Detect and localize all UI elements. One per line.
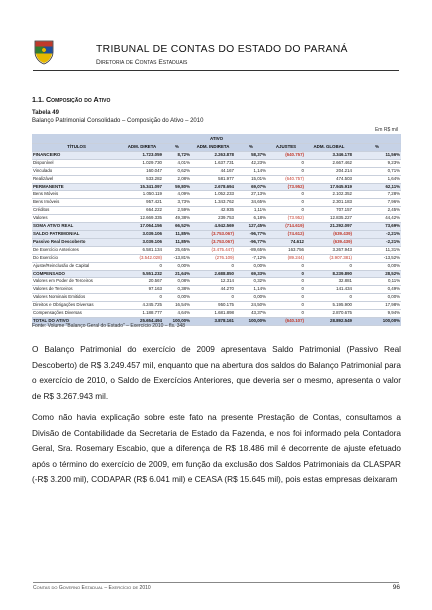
table-cell: 74.612 [267, 238, 305, 246]
table-cell: 127,45% [235, 223, 267, 231]
table-cell: 0 [267, 167, 305, 175]
table-cell: 58,37% [235, 151, 267, 159]
row-title-cell: Bens Móveis [32, 191, 121, 199]
table-cell: 9,94% [353, 310, 401, 318]
table-cell: 3.039.106 [121, 238, 163, 246]
table-cell: 59,80% [163, 183, 191, 191]
table-cell: (3.475.447) [191, 246, 235, 254]
table-cell: 581.977 [191, 175, 235, 183]
table-cell: 4,01% [163, 159, 191, 167]
table-number: Tabela 49 [32, 110, 59, 116]
table-cell: 664.222 [121, 207, 163, 215]
table-cell: (74.612) [267, 230, 305, 238]
table-body [32, 151, 401, 325]
table-cell: 0,11% [353, 278, 401, 286]
table-cell: (3.753.067) [191, 230, 235, 238]
row-title-cell: Valores [32, 215, 121, 223]
table-cell: 42.935 [191, 207, 235, 215]
table-cell: 97.163 [121, 286, 163, 294]
column-header: % [353, 144, 401, 152]
table-row [32, 183, 401, 191]
row-title-cell: Valores Nominais Emitidos [32, 294, 121, 302]
table-row [32, 167, 401, 175]
table-cell: 1,11% [235, 207, 267, 215]
row-title-cell: Valores de Terceiros [32, 286, 121, 294]
table-cell: 2,59% [163, 207, 191, 215]
table-cell: 0 [267, 302, 305, 310]
table-cell: 1.637.731 [191, 159, 235, 167]
table-cell: (73.952) [267, 183, 305, 191]
table-cell: 160.047 [121, 167, 163, 175]
table-cell: 1.052.233 [191, 191, 235, 199]
row-title-cell: SALDO PATRIMONIAL [32, 230, 121, 238]
table-cell: 4,64% [163, 310, 191, 318]
table-cell: (640.757) [267, 175, 305, 183]
column-header: ADM. INDIRETA [191, 144, 235, 152]
table-cell: 204.214 [305, 167, 353, 175]
table-cell: 8,72% [163, 151, 191, 159]
table-cell: -13,81% [163, 254, 191, 262]
table-cell: 42,23% [235, 159, 267, 167]
table-cell: (639.439) [305, 238, 353, 246]
table-cell: 3.267.943 [305, 246, 353, 254]
table-cell: 21.292.097 [305, 223, 353, 231]
table-cell: (3.907.381) [305, 254, 353, 262]
table-cell: 957.421 [121, 199, 163, 207]
table-cell: 2.870.675 [305, 310, 353, 318]
table-cell: 21,64% [163, 270, 191, 278]
table-cell: 0 [121, 262, 163, 270]
table-cell: 1,64% [353, 175, 401, 183]
header-subtitle: Diretoria de Contas Estaduais [96, 59, 188, 66]
table-cell: 0 [267, 199, 305, 207]
table-cell: 100,00% [353, 317, 401, 325]
table-cell: 0,38% [163, 286, 191, 294]
table-cell: 3.039.106 [121, 230, 163, 238]
table-cell: 69,07% [235, 183, 267, 191]
table-cell: 3,73% [163, 199, 191, 207]
table-cell: 163.756 [267, 246, 305, 254]
table-cell: (714.619) [267, 223, 305, 231]
table-group-header: ATIVO [32, 134, 401, 144]
table-cell: 28,52% [353, 270, 401, 278]
row-title-cell: Valores em Poder de Terceiros [32, 278, 121, 286]
table-row [32, 215, 401, 223]
table-cell: 2.688.850 [191, 270, 235, 278]
page-number: 96 [392, 584, 400, 591]
table-cell: 1.050.119 [121, 191, 163, 199]
table-title: Balanço Patrimonial Consolidado – Composição do Ativo – 2010 [32, 118, 204, 124]
table-cell: 0 [267, 270, 305, 278]
row-title-cell: Ajuste/Reinclusão de Capital [32, 262, 121, 270]
table-cell: 1.723.059 [121, 151, 163, 159]
table-unit: Em R$ mil [374, 127, 398, 133]
row-title-cell: Créditos [32, 207, 121, 215]
table-cell: 1.343.762 [191, 199, 235, 207]
table-cell: 43,37% [235, 310, 267, 318]
table-cell: (3.753.067) [191, 238, 235, 246]
table-cell: 49,38% [163, 215, 191, 223]
table-row [32, 270, 401, 278]
table-cell: 0 [267, 294, 305, 302]
table-cell: 0,00% [163, 262, 191, 270]
table-cell: 0 [305, 294, 353, 302]
table-row [32, 175, 401, 183]
table-cell: 0,71% [353, 167, 401, 175]
table-cell: 0 [267, 286, 305, 294]
table-cell: 11,85% [163, 230, 191, 238]
table-cell: 533.282 [121, 175, 163, 183]
row-title-cell: Bens Imóveis [32, 199, 121, 207]
table-cell: 2.102.352 [305, 191, 353, 199]
column-header: ADM. GLOBAL [305, 144, 353, 152]
table-cell: 25,65% [163, 246, 191, 254]
table-cell: 44.270 [191, 286, 235, 294]
table-cell: 34,65% [235, 199, 267, 207]
column-header: % [235, 144, 267, 152]
table-row [32, 159, 401, 167]
table-cell: 11,31% [353, 246, 401, 254]
table-cell: 44,42% [353, 215, 401, 223]
table-cell: 16,54% [163, 302, 191, 310]
table-cell: 2.301.183 [305, 199, 353, 207]
table-cell: 17.064.156 [121, 223, 163, 231]
body-paragraph: Como não havia explicação sobre este fato na presente Prestação de Contas, consultamos a Divisão de Contabilidade da Secretaria de Estado da Fazenda, e nos foi informado pela Contadora Geral, Sra. Rosemary Escabio, que a diferença de R$ 18.486 mil é decorrente de ajuste efetuado após o término do exercício de 2009, em função da exclusão dos Saldos Patrimoniais da CLASPAR (-R$ 3.200 mil), CODAPAR (R$ 6.041 mil) e CEASA (R$ 15.645 mil), pois estas empresas deixaram [32, 413, 401, 485]
row-title-cell: Realizável [32, 175, 121, 183]
table-header-row [32, 144, 401, 152]
balance-sheet-table [32, 134, 401, 326]
table-cell: 3.878.161 [191, 317, 235, 325]
table-row [32, 207, 401, 215]
row-title-cell: Do Exercício [32, 254, 121, 262]
table-cell: (639.439) [305, 230, 353, 238]
table-cell: 1,14% [235, 286, 267, 294]
table-cell: (73.952) [267, 215, 305, 223]
table-row [32, 310, 401, 318]
table-cell: 0,00% [353, 294, 401, 302]
row-title-cell: FINANCEIRO [32, 151, 121, 159]
table-cell: 0 [267, 191, 305, 199]
table-cell: 0,08% [163, 278, 191, 286]
table-cell: 707.157 [305, 207, 353, 215]
table-cell: 2,45% [353, 207, 401, 215]
table-cell: 0,49% [353, 286, 401, 294]
table-row [32, 199, 401, 207]
table-cell: 6.581.134 [121, 246, 163, 254]
table-cell: 0,00% [353, 262, 401, 270]
row-title-cell: Disponível [32, 159, 121, 167]
table-cell: 1.188.777 [121, 310, 163, 318]
table-cell: 950.175 [191, 302, 235, 310]
table-cell: -2,21% [353, 230, 401, 238]
table-cell: 11,56% [353, 151, 401, 159]
table-cell: 0 [267, 278, 305, 286]
table-cell: -89,65% [235, 246, 267, 254]
table-cell: 24,50% [235, 302, 267, 310]
table-cell: 0 [267, 262, 305, 270]
table-cell: 25.654.494 [121, 317, 163, 325]
table-cell: 12.314 [191, 278, 235, 286]
column-header: AJUSTES [267, 144, 305, 152]
row-title-cell: Direitos e Obrigações Diversas [32, 302, 121, 310]
table-row [32, 302, 401, 310]
table-cell: (640.757) [267, 151, 305, 159]
table-cell: 239.753 [191, 215, 235, 223]
table-cell: 12.835.227 [305, 215, 353, 223]
row-title-cell: SOMA ATIVO REAL [32, 223, 121, 231]
table-row [32, 294, 401, 302]
table-cell: 17.945.919 [305, 183, 353, 191]
table-cell: 100,00% [235, 317, 267, 325]
table-cell: -96,77% [235, 230, 267, 238]
table-cell: 12.669.335 [121, 215, 163, 223]
row-title-cell: Vinculado [32, 167, 121, 175]
table-cell: (3.542.028) [121, 254, 163, 262]
table-cell: 0 [267, 159, 305, 167]
table-cell: 0,62% [163, 167, 191, 175]
table-cell: 7,28% [353, 191, 401, 199]
table-cell: 7,96% [353, 199, 401, 207]
table-row [32, 246, 401, 254]
table-row [32, 151, 401, 159]
table-cell: 15,01% [235, 175, 267, 183]
row-title-cell: TOTAL DO ATIVO [32, 317, 121, 325]
row-title-cell: COMPENSADO [32, 270, 121, 278]
column-header: % [163, 144, 191, 152]
table-cell: -96,77% [235, 238, 267, 246]
table-row [32, 278, 401, 286]
table-cell: 20.567 [121, 278, 163, 286]
footer-text: Contas do Governo Estadual – Exercício de 2010 [33, 585, 151, 591]
table-cell: 0 [121, 294, 163, 302]
footer-divider [33, 582, 399, 583]
table-cell: 2.667.462 [305, 159, 353, 167]
table-cell: 9,23% [353, 159, 401, 167]
header-divider [33, 70, 399, 71]
table-row [32, 223, 401, 231]
table-cell: 141.434 [305, 286, 353, 294]
table-cell: 5.551.232 [121, 270, 163, 278]
table-cell: 17,98% [353, 302, 401, 310]
table-cell: 5.195.900 [305, 302, 353, 310]
table-cell: 1.681.898 [191, 310, 235, 318]
row-title-cell: Passivo Real Descoberto [32, 238, 121, 246]
table-cell: 0 [305, 262, 353, 270]
table-cell: 2.678.694 [191, 183, 235, 191]
table-cell: 3.346.178 [305, 151, 353, 159]
table-cell: 100,00% [163, 317, 191, 325]
table-cell: 69,33% [235, 270, 267, 278]
section-title: 1.1. Composição do Ativo [32, 95, 111, 104]
table-cell: 11,85% [163, 238, 191, 246]
table-cell: 0,32% [235, 278, 267, 286]
table-cell: 2.263.878 [191, 151, 235, 159]
row-title-cell: PERMANENTE [32, 183, 121, 191]
table-cell: 0 [191, 262, 235, 270]
table-cell: 1.029.730 [121, 159, 163, 167]
table-cell: -2,21% [353, 238, 401, 246]
table-cell: 4.942.569 [191, 223, 235, 231]
table-cell: -7,12% [235, 254, 267, 262]
parana-coat-of-arms-icon [33, 39, 55, 65]
table-cell: -13,52% [353, 254, 401, 262]
table-cell: 0 [267, 207, 305, 215]
table-cell: 0 [191, 294, 235, 302]
header-title: TRIBUNAL DE CONTAS DO ESTADO DO PARANÁ [96, 44, 348, 55]
table-cell: 0,00% [235, 294, 267, 302]
table-cell: 0,00% [163, 294, 191, 302]
table-cell: 1,14% [235, 167, 267, 175]
table-row [32, 254, 401, 262]
table-source-note: Fonte: Volume "Balanço Geral do Estado" – Exercício 2010 – fls. 348 [32, 323, 186, 329]
table-row [32, 238, 401, 246]
table-cell: 44.167 [191, 167, 235, 175]
table-cell: 28.892.549 [305, 317, 353, 325]
table-cell: 62,11% [353, 183, 401, 191]
table-cell: 2,08% [163, 175, 191, 183]
table-cell: 15.341.097 [121, 183, 163, 191]
table-row [32, 286, 401, 294]
row-title-cell: Compensações Diversas [32, 310, 121, 318]
table-cell: 474.503 [305, 175, 353, 183]
table-row [32, 191, 401, 199]
table-cell: 0 [267, 310, 305, 318]
table-row [32, 230, 401, 238]
column-header: TÍTULOS [32, 144, 121, 152]
table-cell: 32.881 [305, 278, 353, 286]
table-cell: 66,52% [163, 223, 191, 231]
table-cell: (276.109) [191, 254, 235, 262]
row-title-cell: De Exercício Anteriores [32, 246, 121, 254]
table-cell: 27,13% [235, 191, 267, 199]
table-cell: 4.245.725 [121, 302, 163, 310]
table-cell: 0,00% [235, 262, 267, 270]
column-header: ADM. DIRETA [121, 144, 163, 152]
table-cell: 8.239.890 [305, 270, 353, 278]
table-cell: 6,18% [235, 215, 267, 223]
table-cell: 73,69% [353, 223, 401, 231]
table-cell: (89.244) [267, 254, 305, 262]
table-cell: (640.107) [267, 317, 305, 325]
table-row [32, 262, 401, 270]
body-paragraph: O Balanço Patrimonial do exercício de 2009 apresentava Saldo Patrimonial (Passivo Real Descoberto) de R$ 3.249.457 mil, enquanto que na abertura dos saldos do Balanço Patrimonial para o exercício de 2010, o Saldo de Exercícios Anteriores, que deveria ser o mesmo, apresenta o valor de R$ 3.267.943 mil. [32, 345, 401, 401]
table-cell: 4,09% [163, 191, 191, 199]
